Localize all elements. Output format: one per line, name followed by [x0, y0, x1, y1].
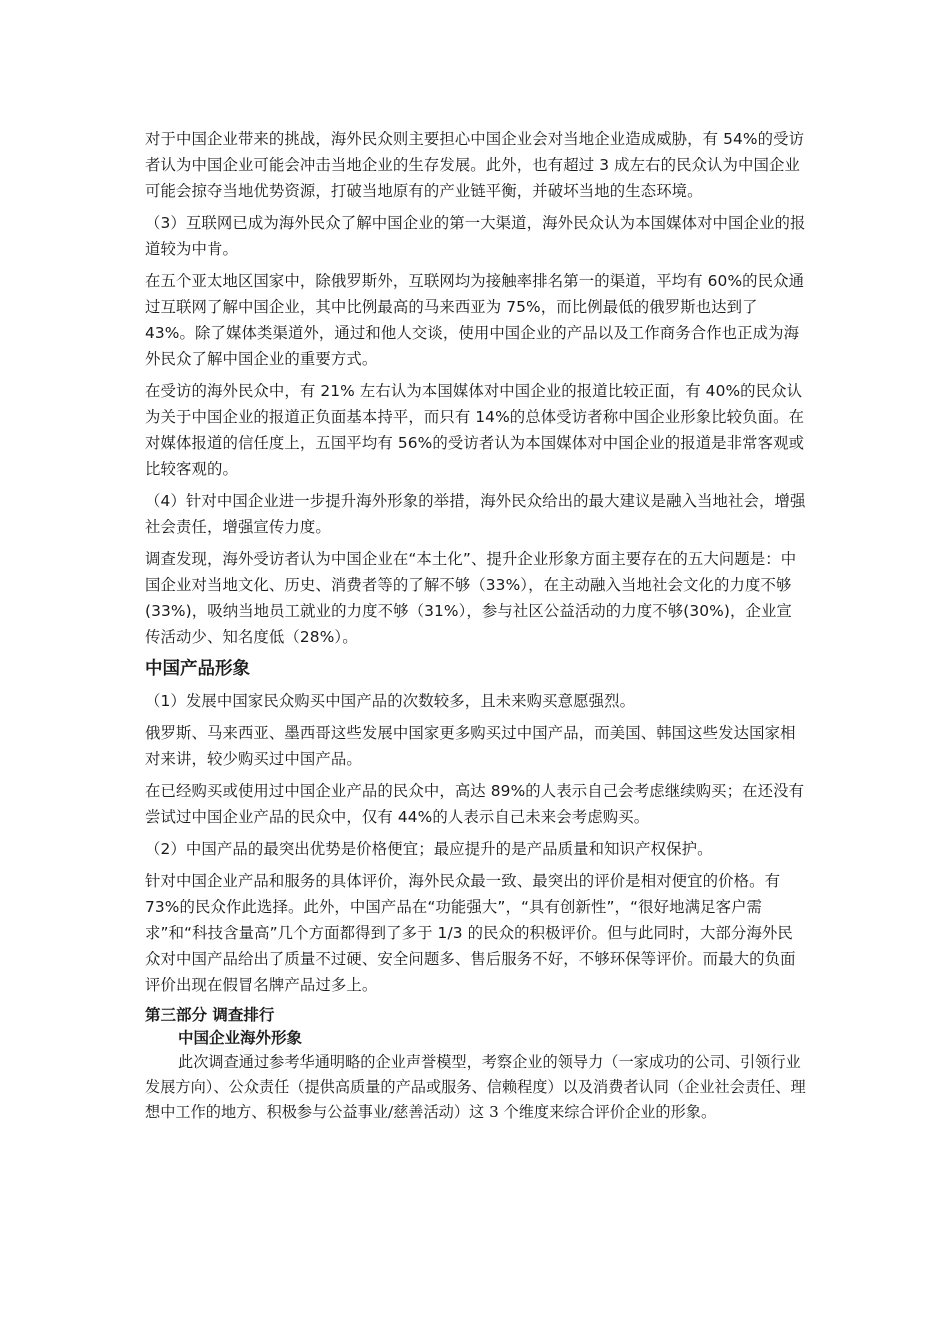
- paragraph-internet-channels: 在五个亚太地区国家中，除俄罗斯外，互联网均为接触率排名第一的渠道，平均有 60%的民众通过互联网了解中国企业，其中比例最高的马来西亚为 75%，而比例最低的俄罗斯也达到了 43%。除了媒体类渠道外，通过和他人交谈，使用中国企业的产品以及工作商务合作也正成为海外民众了解中国企业的重要方式。: [145, 272, 805, 368]
- paragraph-localization-issues: 调查发现，海外受访者认为中国企业在“本土化”、提升企业形象方面主要存在的五大问题是：中国企业对当地文化、历史、消费者等的了解不够（33%），在主动融入当地社会文化的力度不够(33%)，吸纳当地员工就业的力度不够（31%），参与社区公益活动的力度不够(30%)，企业宣传活动少、知名度低（28%）。: [145, 550, 797, 646]
- paragraph-internet-heading: （3）互联网已成为海外民众了解中国企业的第一大渠道，海外民众认为本国媒体对中国企业的报道较为中肯。: [145, 214, 806, 258]
- paragraph-challenges: 对于中国企业带来的挑战，海外民众则主要担心中国企业会对当地企业造成威胁，有 54%的受访者认为中国企业可能会冲击当地企业的生存发展。此外，也有超过 3 成左右的民众认为中国企业可能会掠夺当地优势资源，打破当地原有的产业链平衡，并破坏当地的生态环境。: [145, 130, 805, 200]
- subheading-corporate-image: 中国企业海外形象: [178, 1029, 303, 1047]
- paragraph-advantage-heading: （2）中国产品的最突出优势是价格便宜；最应提升的是产品质量和知识产权保护。: [145, 840, 713, 858]
- paragraph-media-reports: 在受访的海外民众中，有 21% 左右认为本国媒体对中国企业的报道比较正面，有 40%的民众认为关于中国企业的报道正负面基本持平，而只有 14%的总体受访者称中国企业形象比较负面。在对媒体报道的信任度上，五国平均有 56%的受访者认为本国媒体对中国企业的报道是非常客观或比较客观的。: [145, 382, 805, 478]
- paragraph-purchase-countries: 俄罗斯、马来西亚、墨西哥这些发展中国家更多购买过中国产品，而美国、韩国这些发达国家相对来讲，较少购买过中国产品。: [145, 724, 796, 768]
- paragraph-suggestions-heading: （4）针对中国企业进一步提升海外形象的举措，海外民众给出的最大建议是融入当地社会，增强社会责任，增强宣传力度。: [145, 492, 806, 536]
- paragraph-purchase-heading: （1）发展中国家民众购买中国产品的次数较多，且未来购买意愿强烈。: [145, 692, 636, 710]
- paragraph-reputation-model: 此次调查通过参考华通明略的企业声誉模型，考察企业的领导力（一家成功的公司、引领行业发展方向）、公众责任（提供高质量的产品或服务、信赖程度）以及消费者认同（企业社会责任、理想中工作的地方、积极参与公益事业/慈善活动）这 3 个维度来综合评价企业的形象。: [145, 1053, 806, 1121]
- paragraph-product-evaluation: 针对中国企业产品和服务的具体评价，海外民众最一致、最突出的评价是相对便宜的价格。有 73%的民众作此选择。此外，中国产品在“功能强大”，“具有创新性”，“很好地满足客户需求”和“科技含量高”几个方面都得到了多于 1/3 的民众的积极评价。但与此同时，大部分海外民众对中国产品给出了质量不过硬、安全问题多、售后服务不好，不够环保等评价。而最大的负面评价出现在假冒名牌产品过多上。: [145, 872, 796, 994]
- section-heading-product-image: 中国产品形象: [145, 659, 250, 679]
- part-heading-ranking: 第三部分 调查排行: [145, 1006, 275, 1024]
- paragraph-repurchase: 在已经购买或使用过中国企业产品的民众中，高达 89%的人表示自己会考虑继续购买；在还没有尝试过中国企业产品的民众中，仅有 44%的人表示自己未来会考虑购买。: [145, 782, 805, 826]
- document-body: [145, 126, 807, 1125]
